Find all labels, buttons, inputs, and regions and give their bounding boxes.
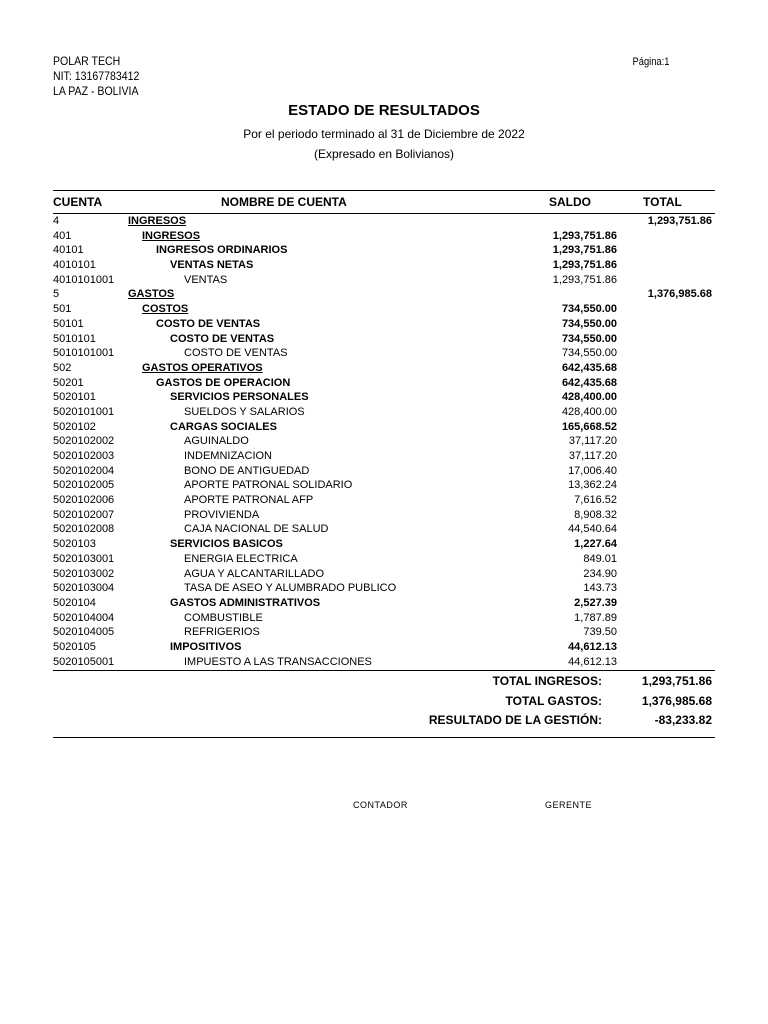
account-saldo: 44,612.13	[568, 655, 617, 668]
table-row	[0, 258, 768, 273]
accounts-table	[0, 214, 768, 669]
table-row	[0, 273, 768, 288]
account-saldo: 165,668.52	[561, 420, 617, 433]
account-saldo: 1,293,751.86	[552, 273, 617, 286]
table-row	[0, 405, 768, 420]
table-row	[0, 640, 768, 655]
account-code: 5020103004	[53, 582, 115, 595]
company-name: POLAR TECH	[53, 54, 121, 68]
account-saldo: 642,435.68	[561, 376, 617, 389]
account-name: INDEMNIZACION	[184, 450, 272, 462]
account-name: CARGAS SOCIALES	[170, 420, 277, 433]
account-saldo: 7,616.52	[574, 494, 617, 507]
account-total: 1,376,985.68	[647, 288, 712, 301]
table-row	[0, 302, 768, 317]
account-saldo: 37,117.20	[568, 450, 617, 462]
account-name: PROVIVIENDA	[184, 508, 260, 521]
total-ingresos-value: 1,293,751.86	[641, 674, 712, 688]
account-code: 5020103002	[53, 567, 115, 580]
account-name: COSTO DE VENTAS	[184, 347, 288, 360]
account-name: VENTAS	[184, 273, 228, 286]
account-total: 1,293,751.86	[647, 215, 712, 227]
account-code: 4010101001	[53, 273, 115, 286]
account-name: APORTE PATRONAL SOLIDARIO	[184, 479, 353, 492]
total-ingresos-label: TOTAL INGRESOS:	[492, 674, 602, 688]
account-code: 5	[53, 288, 60, 301]
account-name: COSTOS	[142, 303, 189, 316]
account-code: 5010101	[53, 332, 96, 345]
account-saldo: 734,550.00	[561, 347, 617, 360]
account-saldo: 17,006.40	[568, 464, 617, 477]
company-nit: NIT: 13167783412	[53, 69, 140, 83]
account-saldo: 739.50	[583, 626, 617, 639]
account-name: APORTE PATRONAL AFP	[184, 494, 314, 507]
summary-total-gastos	[312, 694, 712, 712]
column-header-nombre: NOMBRE DE CUENTA	[221, 195, 347, 209]
account-saldo: 734,550.00	[561, 317, 617, 330]
account-saldo: 143.73	[583, 582, 617, 595]
account-code: 4010101	[53, 259, 96, 272]
account-saldo: 1,227.64	[574, 538, 617, 551]
report-period: Por el periodo terminado al 31 de Diciembre de 2022	[243, 127, 525, 141]
table-row	[0, 243, 768, 258]
account-code: 401	[53, 229, 72, 242]
table-row	[0, 655, 768, 670]
account-code: 4	[53, 215, 60, 227]
signature-contador: CONTADOR	[353, 800, 408, 810]
account-code: 5020103001	[53, 552, 115, 565]
account-code: 501	[53, 303, 72, 316]
account-name: SERVICIOS BASICOS	[170, 538, 283, 551]
table-row	[0, 464, 768, 479]
column-header-cuenta: CUENTA	[53, 195, 103, 209]
account-name: GASTOS DE OPERACION	[156, 376, 291, 389]
account-name: CAJA NACIONAL DE SALUD	[184, 523, 329, 536]
table-row	[0, 317, 768, 332]
table-row	[0, 581, 768, 596]
account-saldo: 2,527.39	[574, 596, 617, 609]
account-name: AGUA Y ALCANTARILLADO	[184, 567, 325, 580]
total-gastos-value: 1,376,985.68	[641, 694, 712, 708]
account-code: 5020102005	[53, 479, 115, 492]
account-code: 40101	[53, 244, 84, 257]
summary-total-ingresos	[312, 674, 712, 692]
header-top-rule	[53, 190, 715, 191]
account-code: 5020102	[53, 420, 96, 433]
account-code: 5020102007	[53, 508, 115, 521]
table-row	[0, 522, 768, 537]
account-code: 5020104005	[53, 626, 115, 639]
account-name: VENTAS NETAS	[170, 259, 254, 272]
table-row	[0, 478, 768, 493]
table-row	[0, 420, 768, 435]
company-location: LA PAZ - BOLIVIA	[53, 84, 139, 98]
account-saldo: 428,400.00	[561, 391, 617, 404]
account-name: SUELDOS Y SALARIOS	[184, 405, 305, 418]
account-saldo: 234.90	[583, 567, 617, 580]
account-saldo: 8,908.32	[574, 508, 617, 521]
account-saldo: 44,612.13	[568, 640, 617, 653]
table-row	[0, 493, 768, 508]
table-row	[0, 537, 768, 552]
resultado-value: -83,233.82	[654, 713, 712, 727]
account-saldo: 1,293,751.86	[552, 244, 617, 257]
account-code: 502	[53, 361, 72, 374]
account-code: 50201	[53, 376, 84, 389]
account-code: 5020102008	[53, 523, 115, 536]
account-name: COMBUSTIBLE	[184, 611, 263, 624]
account-name: REFRIGERIOS	[184, 626, 260, 639]
account-saldo: 428,400.00	[561, 405, 617, 418]
table-row	[0, 611, 768, 626]
account-saldo: 734,550.00	[561, 332, 617, 345]
table-bottom-rule	[53, 670, 715, 671]
account-name: TASA DE ASEO Y ALUMBRADO PUBLICO	[184, 582, 397, 595]
account-code: 5020102003	[53, 450, 115, 462]
account-name: COSTO DE VENTAS	[156, 317, 261, 330]
table-row	[0, 287, 768, 302]
account-saldo: 13,362.24	[568, 479, 617, 492]
account-saldo: 1,293,751.86	[552, 229, 617, 242]
table-row	[0, 346, 768, 361]
account-name: GASTOS	[128, 288, 175, 301]
table-row	[0, 449, 768, 464]
signature-gerente: GERENTE	[545, 800, 593, 810]
table-row	[0, 552, 768, 567]
table-row	[0, 361, 768, 376]
table-row	[0, 214, 768, 229]
account-code: 5020105001	[53, 655, 115, 668]
table-row	[0, 625, 768, 640]
account-saldo: 44,540.64	[568, 523, 617, 536]
account-saldo: 642,435.68	[561, 361, 617, 374]
table-row	[0, 508, 768, 523]
account-saldo: 1,293,751.86	[552, 259, 617, 272]
account-code: 5020103	[53, 538, 96, 551]
report-currency: (Expresado en Bolivianos)	[313, 147, 455, 161]
account-name: GASTOS OPERATIVOS	[142, 361, 263, 374]
account-name: GASTOS ADMINISTRATIVOS	[170, 596, 321, 609]
table-row	[0, 390, 768, 405]
table-row	[0, 596, 768, 611]
account-code: 50101	[53, 317, 84, 330]
column-header-saldo: SALDO	[549, 195, 591, 209]
account-saldo: 37,117.20	[568, 435, 617, 448]
resultado-label: RESULTADO DE LA GESTIÓN:	[428, 713, 602, 727]
account-name: INGRESOS	[142, 229, 201, 242]
account-name: IMPOSITIVOS	[170, 640, 242, 653]
table-row	[0, 332, 768, 347]
account-code: 5020104004	[53, 611, 115, 624]
total-gastos-label: TOTAL GASTOS:	[505, 694, 602, 708]
company-info	[53, 54, 139, 99]
account-code: 5020104	[53, 596, 96, 609]
account-name: COSTO DE VENTAS	[170, 332, 275, 345]
table-row	[0, 376, 768, 391]
account-saldo: 1,787.89	[574, 611, 617, 624]
account-name: INGRESOS ORDINARIOS	[156, 244, 288, 257]
account-saldo: 734,550.00	[561, 303, 617, 316]
table-row	[0, 229, 768, 244]
column-header-total: TOTAL	[643, 195, 682, 209]
account-code: 5020105	[53, 640, 96, 653]
account-name: SERVICIOS PERSONALES	[170, 391, 309, 404]
report-title: ESTADO DE RESULTADOS	[288, 102, 480, 119]
account-code: 5020102004	[53, 464, 115, 477]
account-saldo: 849.01	[583, 552, 617, 565]
page-number: Página:1	[632, 56, 669, 68]
account-name: INGRESOS	[128, 215, 187, 227]
account-code: 5020101	[53, 391, 96, 404]
account-name: IMPUESTO A LAS TRANSACCIONES	[184, 655, 372, 668]
account-code: 5020101001	[53, 405, 115, 418]
table-row	[0, 567, 768, 582]
account-name: BONO DE ANTIGUEDAD	[184, 464, 310, 477]
account-code: 5020102006	[53, 494, 115, 507]
table-row	[0, 434, 768, 449]
summary-bottom-rule	[53, 737, 715, 738]
account-name: AGUINALDO	[184, 435, 249, 448]
account-name: ENERGIA ELECTRICA	[184, 552, 298, 565]
account-code: 5010101001	[53, 347, 115, 360]
summary-resultado	[312, 713, 712, 731]
account-code: 5020102002	[53, 435, 115, 448]
